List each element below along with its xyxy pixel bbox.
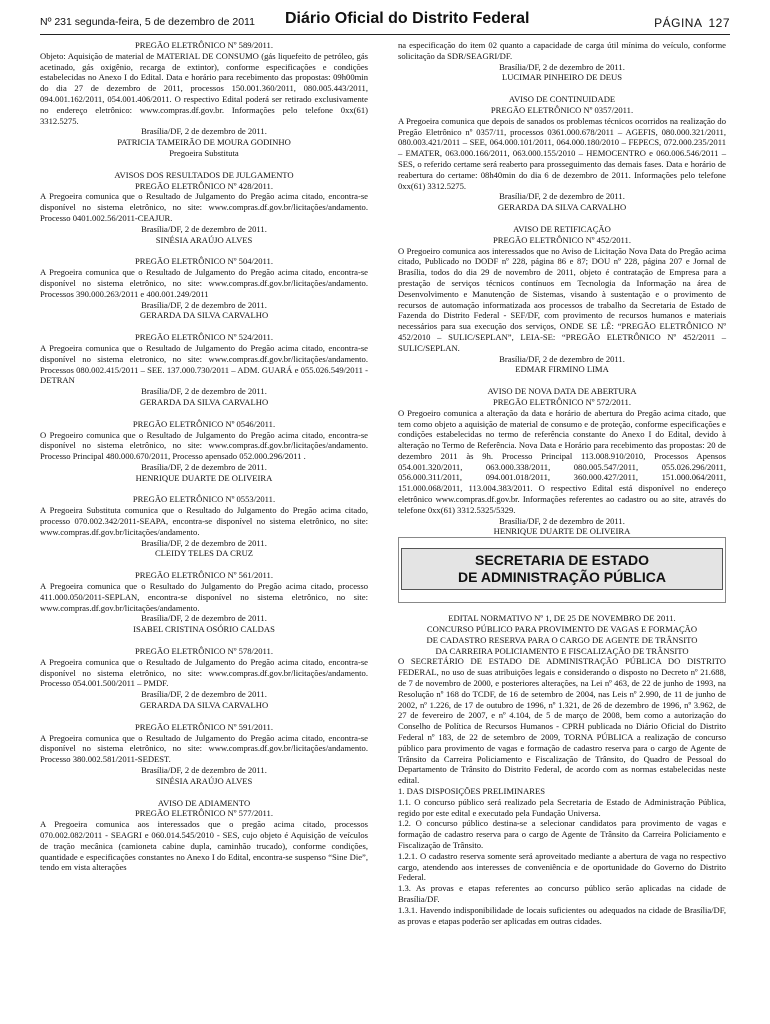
paragraph: 1.2.1. O cadastro reserva somente será aproveitado mediante a abertura de vaga no respectivo cargo, atendendo aos interesses de conveniência e de oportunidade do Governo do Distrito Federal.	[398, 850, 726, 883]
centered-line: PREGÃO ELETRÔNICO Nº 591/2011.	[135, 721, 273, 732]
centered-line: GERARDA DA SILVA CARVALHO	[139, 396, 269, 407]
page-number: 127	[708, 16, 730, 30]
centered-line: PREGÃO ELETRÔNICO Nº 504/2011.	[135, 256, 273, 267]
spacer	[398, 375, 726, 386]
spacer	[40, 635, 368, 646]
centered-line: Brasília/DF, 2 de dezembro de 2011.	[141, 537, 267, 548]
centered-line: Brasília/DF, 2 de dezembro de 2011.	[499, 353, 625, 364]
centered-line: PREGÃO ELETRÔNICO Nº 572/2011.	[493, 396, 631, 407]
centered-line: CLEIDY TELES DA CRUZ	[154, 548, 254, 559]
spacer	[40, 245, 368, 256]
right-column-bottom	[398, 613, 726, 926]
spacer	[40, 159, 368, 170]
paragraph: 1.2. O concurso público destina-se a selecionar candidatos para provimento de vagas e formação de cadastro reserva para o cargo de Agente de Trânsito da Carreira Policiamento e Fiscalização de Trânsito.	[398, 818, 726, 850]
centered-line: Brasília/DF, 2 de dezembro de 2011.	[141, 461, 267, 472]
paragraph: A Pregoeira comunica que o Resultado de Julgamento do Pregão acima citado, encontra-se disponível no sistema eletronico, no site: www.compras.df.gov.br/licitações/andamento. Processos 080.002.415/2011 – SEE. 137.000.730/2011 – ADM. GUARÁ e 055.026.549/2011 - DETRAN	[40, 342, 368, 386]
paragraph: O Pregoeiro comunica que o Resultado de Julgamento do Pregão acima citado, encontra-se disponível no sistema eletrônico, no site: www.compras.df.gov.br/licitações/andamento. Processo Principal 480.000.670/2011, Processo apensado 052.000.296/2011 .	[40, 429, 368, 462]
centered-line: Brasília/DF, 2 de dezembro de 2011.	[141, 299, 267, 310]
section-banner-frame	[398, 537, 726, 603]
centered-line: Brasília/DF, 2 de dezembro de 2011.	[499, 61, 625, 72]
centered-line: AVISO DE NOVA DATA DE ABERTURA	[487, 386, 637, 397]
page-indicator	[648, 16, 730, 30]
centered-line: PREGÃO ELETRÔNICO Nº 589/2011.	[135, 40, 273, 50]
section-line-1: SECRETARIA DE ESTADO	[475, 552, 649, 569]
centered-line: PREGÃO ELETRÔNICO Nº 561/2011.	[135, 570, 273, 581]
centered-line: Brasília/DF, 2 de dezembro de 2011.	[141, 765, 267, 776]
centered-line: DE CADASTRO RESERVA PARA O CARGO DE AGENTE DE TRÂNSITO	[426, 634, 698, 645]
paragraph: A Pregoeira comunica que o Resultado do Julgamento do Pregão acima citado, processo 411.000.050/2011-SEPLAN, encontra-se disponível no sistema eletrônico, no site: www.compras.df.gov.br/licitações/andamento.	[40, 581, 368, 613]
right-column	[398, 40, 726, 926]
spacer	[40, 711, 368, 722]
paragraph: A Pregoeira comunica que o Resultado de Julgamento do Pregão acima citado, encontra-se disponível no sistema eletrônico, no site: www.compras.df.gov.br/licitações/andamento. Processos 390.000.263/2011 e 400.001.249/2011	[40, 267, 368, 299]
centered-line: Brasília/DF, 2 de dezembro de 2011.	[499, 191, 625, 202]
centered-line: GERARDA DA SILVA CARVALHO	[497, 202, 627, 213]
page-header	[40, 6, 730, 34]
centered-line: Brasília/DF, 2 de dezembro de 2011.	[141, 126, 267, 137]
centered-line: Pregoeira Substituta	[169, 147, 239, 158]
paragraph: 1.1. O concurso público será realizado pela Secretaria de Estado de Administração Pública, regido por este edital e executado pela Fundação Universa.	[398, 796, 726, 818]
paragraph: A Pregoeira comunica que o Resultado de Julgamento do Pregão acima citado, encontra-se disponível no sistema eletrônico, no site: www.compras.df.gov.br/licitações/andamento. Processo 054.001.500/2011 – PMDF.	[40, 656, 368, 689]
spacer	[40, 321, 368, 332]
spacer	[40, 408, 368, 419]
section-banner	[401, 548, 723, 590]
paragraph: na especificação do item 02 quanto a capacidade de carga útil mínima do veículo, conforme solicitação da SDR/SEAGRI/DF.	[398, 40, 726, 61]
centered-line: AVISO DE RETIFICAÇÃO	[513, 223, 611, 234]
centered-line: SINÉSIA ARAÚJO ALVES	[155, 234, 253, 245]
centered-line: PREGÃO ELETRÔNICO Nº 524/2011.	[135, 332, 273, 343]
issue-info: Nº 231 segunda-feira, 5 de dezembro de 2011	[40, 16, 255, 28]
paragraph: A Pregoeira comunica aos interessados que o pregão acima citado, processos 070.002.082/2011 - SEAGRI e 060.014.545/2010 - SES, cujo objeto é Aquisição de veículos de tração mecânica (camioneta cabine dupla, caminhão trucado), conforme condições, quantidade e especificações constantes no Anexo I do Edital, encontra-se suspenso “Sine Die”, tendo em vista alterações	[40, 819, 368, 873]
centered-line: Brasília/DF, 2 de dezembro de 2011.	[499, 515, 625, 526]
publication-title: Diário Oficial do Distrito Federal	[285, 10, 530, 27]
centered-line: GERARDA DA SILVA CARVALHO	[139, 310, 269, 321]
paragraph: A Pregoeira comunica que depois de sanados os problemas técnicos ocorridos na realização do Pregão Eletrônico nº 0357/11, processos 0361.000.678/2011 – AGEFIS, 080.000.321/2011, 080.003.421/2011 – SEE, 064.000.101/2011, 064.000.180/2010 – FEPECS, 072.000.235/2011 – EMATER, 063.000.166/2011, 063.000.155/2010 – HEMOCENTRO e 060.006.546/2011 – SES, o referido certame será reaberto para prosseguimento das demais fases. Data e horário de reabertura do certame: 08h40min do dia 6 de dezembro de 2011. Informações pelo telefone 0xx(61) 3312.5275.	[398, 115, 726, 191]
spacer	[398, 213, 726, 224]
centered-line: Brasília/DF, 2 de dezembro de 2011.	[141, 386, 267, 397]
paragraph: 1. DAS DISPOSIÇÕES PRELIMINARES	[398, 786, 546, 797]
page-label: PÁGINA	[654, 16, 703, 30]
spacer	[398, 83, 726, 94]
paragraph: O Pregoeiro comunica a alteração da data e horário de abertura do Pregão acima citado, que tem como objeto a aquisição de material de consumo e de proteção, conforme especificações e condições estabelecidas no termo de referência constante do Anexo I do Edital, devido à alteração no Termo de Referência. Nova Data e Horário para recebimento das propostas: 20 de dezembro 2011 às 9h. Processo Principal 113.008.910/2010, Processos Apensos 054.001.320/2011, 063.000.338/2011, 080.005.547/2011, 055.026.296/2011, 056.000.311/2011, 094.001.018/2011, 360.000.427/2011, 151.000.064/2011, 151.000.068/2011, 113.004.383/2011. O respectivo Edital está disponível no endereço eletrônico www.compras.df.gov.br. Informações referentes ao cadastro ou ao site, através do telefone 0xx(61) 3312.5325/5329.	[398, 407, 726, 515]
centered-line: DA CARREIRA POLICIAMENTO E FISCALIZAÇÃO DE TRÂNSITO	[435, 645, 689, 656]
centered-line: PREGÃO ELETRÔNICO Nº 0546/2011.	[132, 418, 276, 429]
centered-line: PREGÃO ELETRÔNICO Nº 577/2011.	[135, 808, 273, 819]
centered-line: LUCIMAR PINHEIRO DE DEUS	[501, 72, 623, 83]
centered-line: PREGÃO ELETRÔNICO Nº 452/2011.	[493, 234, 631, 245]
centered-line: AVISOS DOS RESULTADOS DE JULGAMENTO	[114, 169, 294, 180]
centered-line: AVISO DE ADIAMENTO	[157, 797, 251, 808]
centered-line: Brasília/DF, 2 de dezembro de 2011.	[141, 689, 267, 700]
centered-line: HENRIQUE DUARTE DE OLIVEIRA	[493, 526, 631, 537]
spacer	[40, 483, 368, 494]
paragraph: O Pregoeiro comunica aos interessados que no Aviso de Licitação Nova Data do Pregão acima citado, Publicado no DODF nº 228, página 86 e 87; DOU nº 228, página 207 e Jornal de Brasília, todos do dia 29 de novembro de 2011, objeto é contratação de Empresa para a prestação de serviços técnicos contínuos em Tecnologia da Informação na área de Desenvolvimento e Manutenção de Sistemas, visando à sustentação e o provimento de recursos de automação informatizada aos processos de trabalho da Secretaria de Estado de Fazenda do Distrito Federal - SEF/DF, com provimento de recursos humanos e materiais necessários para sua execução dos serviços, ONDE SE LÊ: “PREGÃO ELETRÔNICO Nº 452/2010 – SULIC/SEPLAN”, LEIA-SE: “PREGÃO ELETRÔNICO Nº 452/2011 – SULIC/SEPLAN.	[398, 245, 726, 353]
centered-line: EDITAL NORMATIVO Nº 1, DE 25 DE NOVEMBRO DE 2011.	[448, 613, 676, 624]
centered-line: GERARDA DA SILVA CARVALHO	[139, 700, 269, 711]
centered-line: CONCURSO PÚBLICO PARA PROVIMENTO DE VAGAS E FORMAÇÃO	[426, 624, 698, 635]
paragraph: A Pregoeira comunica que o Resultado de Julgamento do Pregão acima citado, encontra-se disponível no sistema eletrônico, no site: www.compras.df.gov.br/licitações/andamento. Processo 380.002.581/2011-SEDEST.	[40, 732, 368, 765]
right-column-top	[398, 40, 726, 537]
paragraph: A Pregoeira comunica que o Resultado de Julgamento do Pregão acima citado, encontra-se disponível no sistema eletrônico, no site: www.compras.df.gov.br/licitações/andamento. Processo 0401.002.56/2011-CEAJUR.	[40, 191, 368, 223]
spacer	[40, 787, 368, 798]
paragraph: A Pregoeira Substituta comunica que o Resultado do Julgamento do Pregão acima citado, processo 070.002.342/2011-SEAPA, encontra-se disponível no sistema eletrônico, no site: www.compras.df.gov.br/licitações/andamento.	[40, 505, 368, 537]
centered-line: PREGÃO ELETRÔNICO Nº 0357/2011.	[490, 104, 634, 115]
paragraph: O SECRETÁRIO DE ESTADO DE ADMINISTRAÇÃO PÚBLICA DO DISTRITO FEDERAL, no uso de suas atribuições legais e considerando o disposto no Decreto nº 21.688, de 7 de novembro de 2000, e posteriores alterações, na Lei nº 463, de 22 de junho de 1993, na Resolução nº 168 do TCDF, de 16 de setembro de 2004, nas Leis nº 2.990, de 11 de junho de 2002, nº 1.226, de 17 de outubro de 1996, nº 1.321, de 26 de dezembro de 1996, nº 3.962, de 27 de fevereiro de 2007, e nº 4.104, de 5 de março de 2008, bem como a autorização do Conselho de Política de Recursos Humanos - CPRH publicada no Diário Oficial do Distrito Federal nº 183, de 22 de setembro de 2009, TORNA PÚBLICA a realização de concurso público para provimento de vagas e formação de cadastro reserva para o cargo de Agente de Trânsito da Carreira Policiamento e Fiscalização de Trânsito, do Quadro de Pessoal do Departamento de Trânsito do Distrito Federal, de acordo com as normas estabelecidas neste edital.	[398, 656, 726, 786]
spacer	[40, 559, 368, 570]
centered-line: PREGÃO ELETRÔNICO Nº 578/2011.	[135, 646, 273, 657]
paragraph: 1.3.1. Havendo indisponibilidade de locais suficientes ou adequados na cidade de Brasília/DF, as provas e etapas poderão ser aplicadas em outras cidades.	[398, 904, 726, 926]
centered-line: HENRIQUE DUARTE DE OLIVEIRA	[135, 472, 273, 483]
left-column	[40, 40, 368, 873]
centered-line: SINÉSIA ARAÚJO ALVES	[155, 775, 253, 786]
centered-line: EDMAR FIRMINO LIMA	[515, 364, 609, 375]
paragraph: Objeto: Aquisição de material de MATERIAL DE CONSUMO (gás liquefeito de petróleo, gás acetinado, gás oxigênio, recarga de extintor), conforme especificações e condições estabelecidas no Anexo I do Edital. Data e horário para recebimento das propostas: 09h00min do dia 27 de dezembro de 2011, processos 150.001.360/2011, 080.005.443/2011, 094.001.162/2011, 054.001.406/2011. O respectivo Edital poderá ser retirado exclusivamente no endereço eletrônico: www.compras.df.gov.br. Informações pelo telefone 0xx(61) 3312.5275.	[40, 50, 368, 126]
header-rule	[40, 34, 730, 35]
centered-line: Brasília/DF, 2 de dezembro de 2011.	[141, 613, 267, 624]
centered-line: PATRICIA TAMEIRÃO DE MOURA GODINHO	[117, 137, 291, 148]
centered-line: PREGÃO ELETRÔNICO Nº 0553/2011.	[132, 494, 276, 505]
centered-line: ISABEL CRISTINA OSÓRIO CALDAS	[133, 624, 275, 635]
centered-line: AVISO DE CONTINUIDADE	[508, 94, 616, 105]
section-line-2: DE ADMINISTRAÇÃO PÚBLICA	[458, 569, 666, 586]
centered-line: Brasília/DF, 2 de dezembro de 2011.	[141, 223, 267, 234]
paragraph: 1.3. As provas e etapas referentes ao concurso público serão aplicadas na cidade de Brasília/DF.	[398, 883, 726, 904]
centered-line: PREGÃO ELETRÔNICO Nº 428/2011.	[135, 180, 273, 191]
